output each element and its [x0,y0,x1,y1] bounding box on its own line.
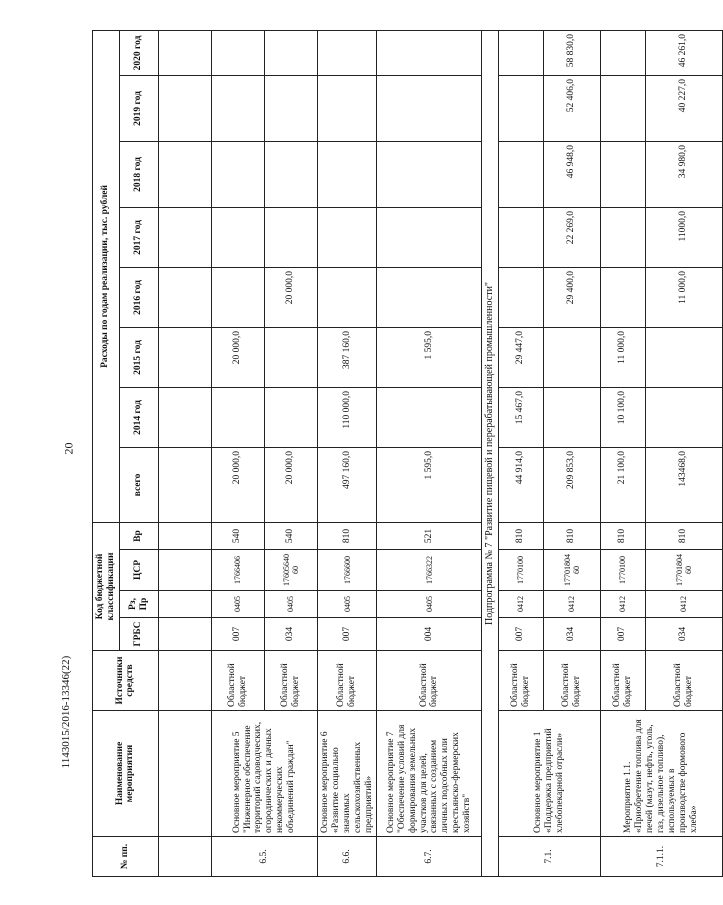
cell-vr [158,522,211,549]
subprogram-title: Подпрограмма № 7 "Развитие пищевой и перерабатывающей промышленности" [482,30,499,876]
cell-total: 44 914,0 [498,447,543,522]
header-2015: 2015 год [119,327,158,387]
cell-source: Областной бюджет [377,651,482,711]
cell-vr: 810 [645,522,722,549]
cell-2016 [600,267,645,327]
cell-rzpr: 0412 [543,591,600,618]
cell-2017: 22 269,0 [543,207,600,267]
cell-2018: 34 980,0 [645,141,722,207]
header-budget-code: Код бюджетной классификации [93,522,120,650]
cell-2016 [211,267,264,327]
cell-2015: 29 447,0 [498,327,543,387]
cell-2017 [158,207,211,267]
cell-csr: 1770180460 [645,550,722,591]
cell-grbs: 007 [211,618,264,651]
header-2017: 2017 год [119,207,158,267]
document-id: 1143015/2016-13346(22) [60,655,72,769]
cell-2018 [158,141,211,207]
cell-rzpr: 0412 [645,591,722,618]
cell-2015: 1 595,0 [377,327,482,387]
cell-2014 [543,387,600,447]
table-row [600,30,645,876]
page-number: 20 [61,442,76,455]
cell-2014 [264,387,317,447]
cell-source: Областной бюджет [645,651,722,711]
cell-2020 [317,30,377,75]
table-row [317,30,377,876]
cell-vr: 540 [264,522,317,549]
cell-2017 [317,207,377,267]
header-name: Наименование мероприятия [93,711,159,837]
header-vr: Вр [119,522,158,549]
cell-rzpr: 0412 [600,591,645,618]
cell-2014: 10 100,0 [600,387,645,447]
cell-2018: 46 948,0 [543,141,600,207]
table-row [158,30,211,876]
cell-source [158,651,211,711]
cell-total: 21 100,0 [600,447,645,522]
cell-rzpr: 0412 [498,591,543,618]
cell-grbs: 004 [377,618,482,651]
header-2019: 2019 год [119,75,158,141]
cell-grbs: 034 [264,618,317,651]
cell-2019 [317,75,377,141]
cell-2016 [498,267,543,327]
cell-grbs: 034 [645,618,722,651]
cell-name: Мероприятие 1.1. «Приобретение топлива для печей (мазут, нефть, уголь, газ, дизельное топливо), используемых в производстве формового хлеба» [600,711,722,837]
cell-source: Областной бюджет [600,651,645,711]
cell-2018 [211,141,264,207]
budget-table [92,30,723,877]
cell-csr: 1766406 [211,550,264,591]
cell-2020 [498,30,543,75]
cell-2014 [158,387,211,447]
header-rzpr: Рз, Пр [119,591,158,618]
header-total: всего [119,447,158,522]
cell-vr: 810 [317,522,377,549]
header-csr: ЦСР [119,550,158,591]
cell-2019 [377,75,482,141]
cell-total: 143468,0 [645,447,722,522]
cell-2018 [377,141,482,207]
cell-total: 20 000,0 [211,447,264,522]
cell-2020 [264,30,317,75]
cell-2018 [498,141,543,207]
cell-2019 [211,75,264,141]
cell-total [158,447,211,522]
cell-vr: 810 [543,522,600,549]
cell-name: Основное мероприятие 7 "Обеспечение условий для формирования земельных участков для целей, связанных с созданием личных подсобных или крестьянско-фермерских хозяйств" [377,711,482,837]
cell-2015 [645,327,722,387]
cell-2018 [264,141,317,207]
cell-rzpr: 0405 [377,591,482,618]
cell-2016: 11 000,0 [645,267,722,327]
cell-source: Областной бюджет [317,651,377,711]
cell-2014 [211,387,264,447]
cell-total: 1 595,0 [377,447,482,522]
cell-2019 [264,75,317,141]
cell-csr: 1760564060 [264,550,317,591]
cell-grbs: 007 [317,618,377,651]
cell-2017 [377,207,482,267]
table-row [211,30,264,876]
cell-csr: 1770180460 [543,550,600,591]
cell-name [158,711,211,837]
cell-csr: 1770100 [600,550,645,591]
cell-grbs [158,618,211,651]
cell-num: 6.6. [317,837,377,877]
cell-vr: 521 [377,522,482,549]
cell-grbs: 007 [600,618,645,651]
cell-2017 [600,207,645,267]
cell-2020 [600,30,645,75]
cell-2017 [264,207,317,267]
cell-num [158,837,211,877]
cell-vr: 810 [600,522,645,549]
cell-2020 [211,30,264,75]
cell-rzpr: 0405 [264,591,317,618]
table-row [498,30,543,876]
header-grbs: ГРБС [119,618,158,651]
cell-source: Областной бюджет [264,651,317,711]
cell-2016 [377,267,482,327]
cell-2017: 11000,0 [645,207,722,267]
header-num: № пп. [93,837,159,877]
cell-2014 [377,387,482,447]
cell-source: Областной бюджет [211,651,264,711]
cell-rzpr: 0405 [317,591,377,618]
cell-2020: 46 261,0 [645,30,722,75]
cell-num: 7.1. [498,837,600,877]
cell-2019: 40 227,0 [645,75,722,141]
cell-source: Областной бюджет [498,651,543,711]
cell-2015: 387 160,0 [317,327,377,387]
cell-2019 [498,75,543,141]
header-2014: 2014 год [119,387,158,447]
cell-grbs: 007 [498,618,543,651]
cell-source: Областной бюджет [543,651,600,711]
cell-2015 [158,327,211,387]
header-expenses: Расходы по годам реализации, тыс. рублей [93,30,120,522]
cell-csr: 1766322 [377,550,482,591]
header-2016: 2016 год [119,267,158,327]
cell-name: Основное мероприятие 5 "Инженерное обеспечение территорий садоводческих, огороднических и дачных некоммерческих объединений граждан" [211,711,317,837]
cell-2014: 15 467,0 [498,387,543,447]
header-source: Источники средств [93,651,159,711]
cell-vr: 540 [211,522,264,549]
cell-total: 20 000,0 [264,447,317,522]
cell-rzpr: 0405 [211,591,264,618]
cell-2016 [317,267,377,327]
cell-csr [158,550,211,591]
cell-2018 [317,141,377,207]
cell-2019 [158,75,211,141]
cell-total: 209 853,0 [543,447,600,522]
cell-2016: 20 000,0 [264,267,317,327]
cell-2015: 11 000,0 [600,327,645,387]
cell-2015: 20 000,0 [211,327,264,387]
cell-2016 [158,267,211,327]
cell-2016: 29 400,0 [543,267,600,327]
cell-2019 [600,75,645,141]
cell-name: Основное мероприятие 6 «Развитие социально значимых сельскохозяйственных предприятий» [317,711,377,837]
cell-2014: 110 000,0 [317,387,377,447]
cell-grbs: 034 [543,618,600,651]
cell-2019: 52 406,0 [543,75,600,141]
cell-num: 7.1.1. [600,837,722,877]
cell-2017 [498,207,543,267]
header-2020: 2020 год [119,30,158,75]
header-row-1 [93,30,120,876]
header-2018: 2018 год [119,141,158,207]
cell-2018 [600,141,645,207]
cell-2017 [211,207,264,267]
cell-num: 6.5. [211,837,317,877]
cell-total: 497 160,0 [317,447,377,522]
cell-2020 [377,30,482,75]
cell-vr: 810 [498,522,543,549]
cell-csr: 1770100 [498,550,543,591]
cell-2014 [645,387,722,447]
cell-rzpr [158,591,211,618]
cell-2020: 58 830,0 [543,30,600,75]
table-row [377,30,482,876]
cell-csr: 1766600 [317,550,377,591]
subprogram-row [482,30,499,876]
cell-2015 [543,327,600,387]
cell-2015 [264,327,317,387]
cell-num: 6.7. [377,837,482,877]
cell-2020 [158,30,211,75]
cell-name: Основное мероприятие 1 «Поддержка предприятий хлебопекарной отрасли» [498,711,600,837]
rotated-table-container [92,31,699,877]
